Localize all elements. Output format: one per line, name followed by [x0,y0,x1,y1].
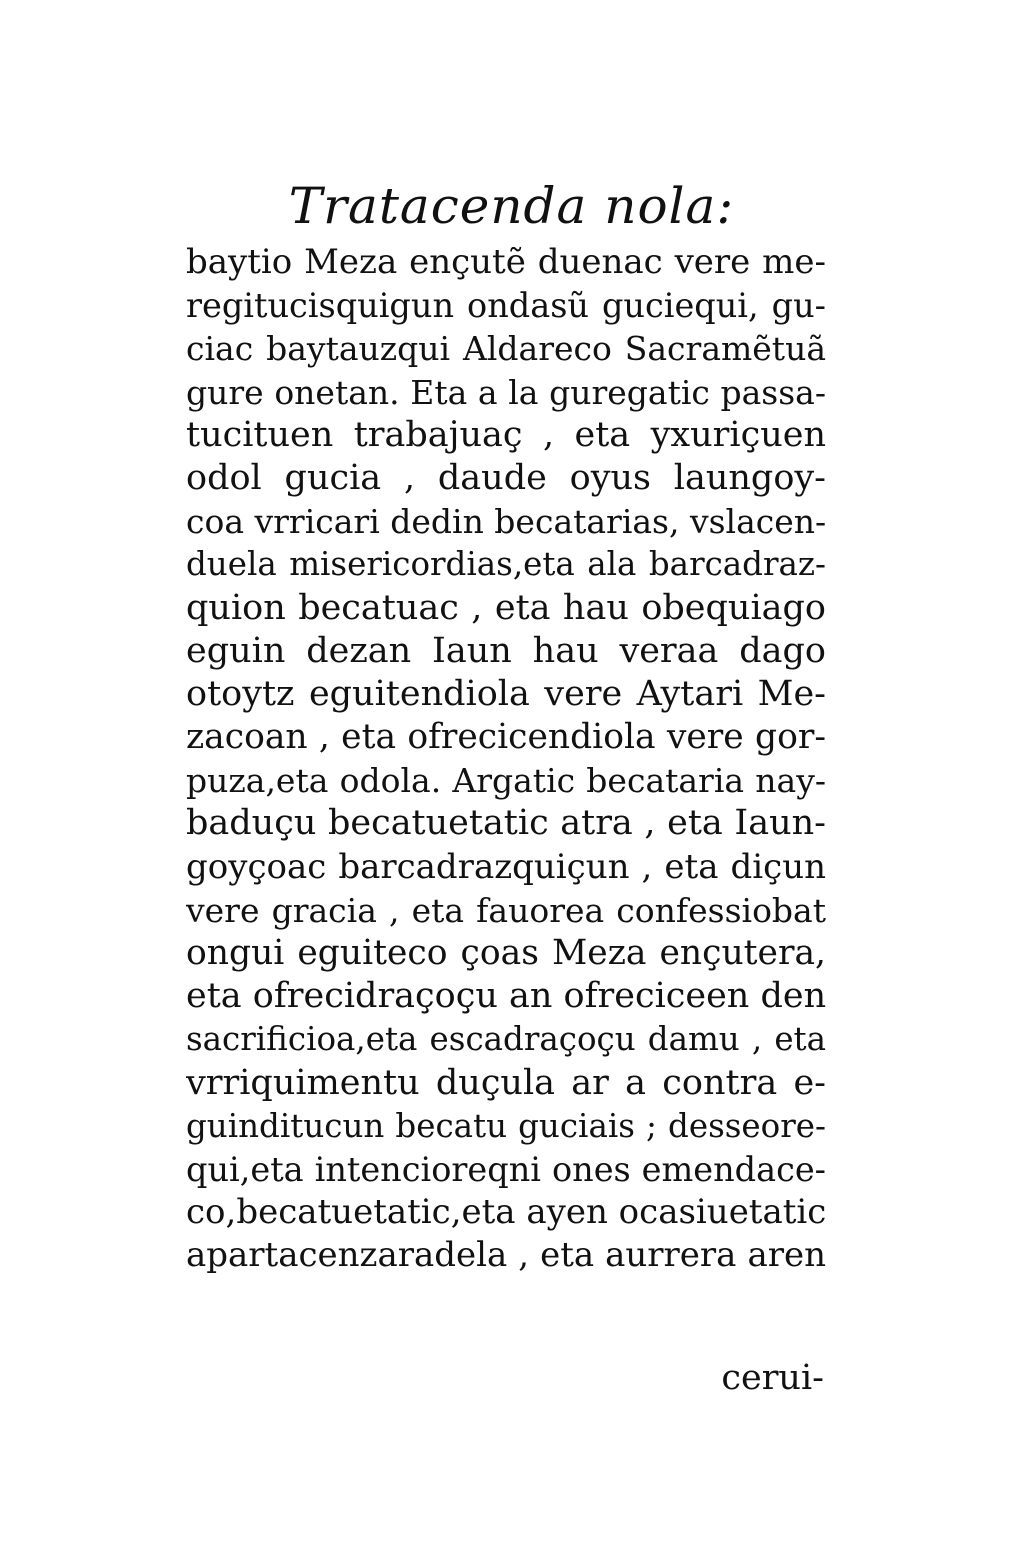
text-line: otoytz eguitendiola vere Aytari Me- [186,673,826,714]
text-line: quion becatuac , eta hau obequiago [186,587,826,628]
text-line: zacoan , eta ofrecicendiola vere gor- [186,717,826,758]
text-line: ongui eguiteco çoas Meza ençutera, [186,933,826,973]
text-line: gure onetan. Eta a la guregatic passa- [186,372,826,412]
text-line: goyçoac barcadrazquiçun , eta diçun [186,846,826,887]
text-line: co,becatuetatic,eta ayen ocasiuetatic [186,1192,826,1233]
catchword: cerui- [721,1358,824,1398]
text-line: coa vrricari dedin becatarias, vslacen- [186,502,826,542]
text-line: ciac baytauzqui Aldareco Sacramẽtuã [186,329,826,369]
text-line: regitucisquigun ondasũ guciequi, gu- [186,286,826,326]
text-line: qui,eta intencioreqni ones emendace- [186,1149,826,1189]
text-line: eguin dezan Iaun hau veraa dago [186,630,826,671]
body-text [186,241,826,1278]
text-line: eta ofrecidraçoçu an ofreciceen den [186,976,826,1017]
text-line: baytio Meza ençutẽ duenac vere me- [186,242,826,282]
text-line: odol gucia , daude oyus laungoy- [186,457,826,498]
text-line: duela misericordias,eta ala barcadraz- [186,545,826,584]
text-line: tucituen trabajuaç , eta yxuriçuen [186,414,826,455]
text-line: apartacenzaradela , eta aurrera aren [186,1235,826,1276]
text-line: guinditucun becatu guciais ; desseore- [186,1106,826,1145]
text-line: baduçu becatuetatic atra , eta Iaun- [186,803,826,844]
text-line: puza,eta odola. Argatic becataria nay- [186,761,826,801]
text-line: vere gracia , eta fauorea confessiobat [186,890,826,930]
running-head: Tratacenda nola: [288,177,735,235]
text-line: vrriquimentu duçula ar a contra e- [186,1062,826,1103]
text-line: sacrificioa,eta escadraçoçu damu , eta [186,1020,826,1059]
